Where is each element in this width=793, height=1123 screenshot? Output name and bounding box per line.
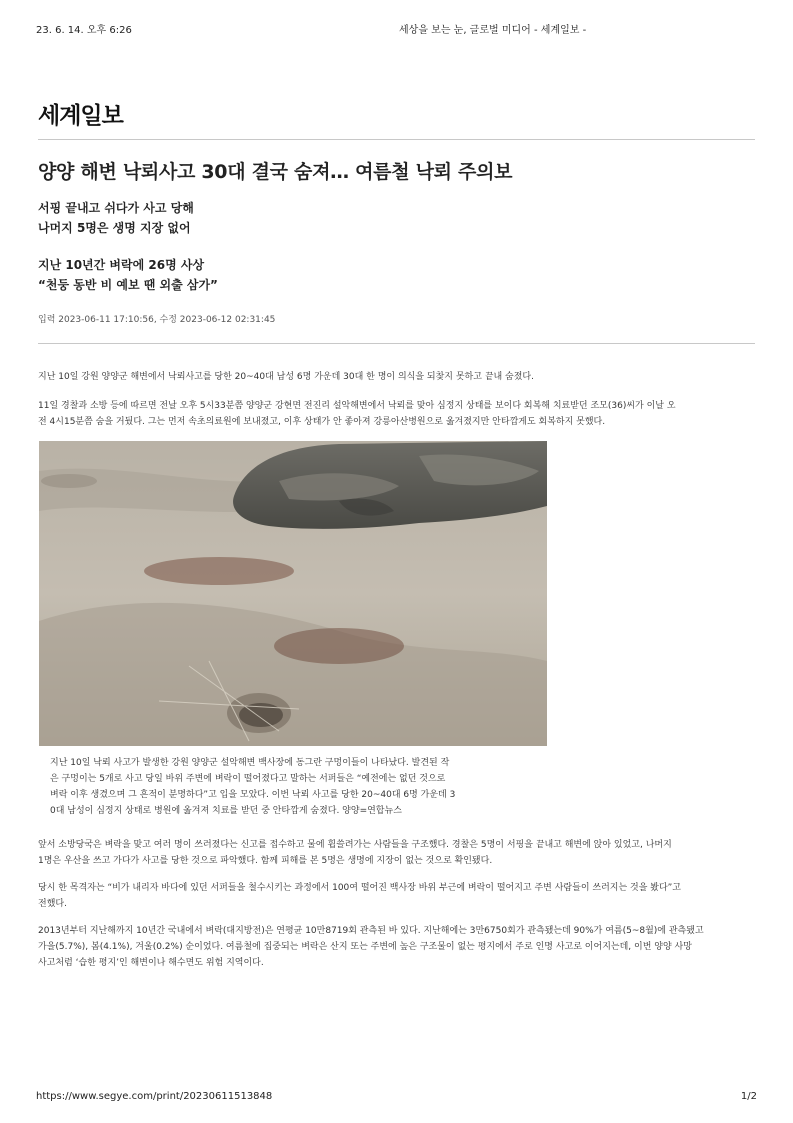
article-paragraph	[38, 837, 755, 869]
article-paragraph	[38, 923, 755, 971]
page-url[interactable]: https://www.segye.com/print/20230611513848	[36, 1091, 273, 1102]
divider	[38, 139, 755, 140]
subheadline: 지난 10년간 벼락에 26명 사상	[38, 258, 205, 272]
subheadline-group	[38, 198, 194, 238]
article-timestamp: 입력 2023-06-11 17:10:56, 수정 2023-06-12 02:31:45	[38, 315, 276, 325]
beach-photo-illustration	[39, 441, 547, 746]
photo-caption	[50, 755, 498, 819]
print-header	[36, 21, 757, 35]
paragraph-line: 11일 경찰과 소방 등에 따르면 전날 오후 5시33분쯤 양양군 강현면 전진리 설악해변에서 낙뢰를 맞아 심정지 상태를 보이다 회복해 치료받던 조모(36)씨가 이날 오	[38, 401, 676, 411]
paragraph-line: 가을(5.7%), 봄(4.1%), 겨울(0.2%) 순이었다. 여름철에 집중되는 벼락은 산지 또는 주변에 높은 구조물이 없는 평지에서 주로 인명 사고로 이어지는데, 이번 양양 사망	[38, 942, 692, 952]
subheadline: “천둥 동반 비 예보 땐 외출 삼가”	[38, 278, 218, 292]
paragraph-line: 앞서 소방당국은 벼락을 맞고 여러 명이 쓰러졌다는 신고를 접수하고 물에 휩쓸려가는 사람들을 구조했다. 경찰은 5명이 서핑을 끝내고 해변에 앉아 있었고, 나머지	[38, 840, 672, 850]
subheadline: 나머지 5명은 생명 지장 없어	[38, 221, 191, 235]
article-paragraph	[38, 369, 755, 385]
page-number: 1/2	[740, 1091, 757, 1102]
caption-line: 0대 남성이 심정지 상태로 병원에 옮겨져 치료를 받던 중 안타깝게 숨졌다. 양양=연합뉴스	[50, 806, 402, 816]
print-document-title: 세상을 보는 눈, 글로벌 미디어 - 세계일보 -	[399, 25, 587, 36]
paragraph-line: 전했다.	[38, 899, 67, 909]
caption-line: 벼락 이후 생겼으며 그 흔적이 분명하다”고 입을 모았다. 이번 낙뢰 사고를 당한 20~40대 6명 가운데 3	[50, 790, 456, 800]
paragraph-line: 1명은 우산을 쓰고 가다가 사고를 당한 것으로 파악했다. 함께 피해를 본 5명은 생명에 지장이 없는 것으로 확인됐다.	[38, 856, 493, 866]
subheadline-group	[38, 255, 218, 295]
paragraph-line: 사고처럼 ‘습한 평지’인 해변이나 해수면도 위험 지역이다.	[38, 958, 264, 968]
article-paragraph	[38, 880, 755, 912]
paragraph-line: 지난 10일 강원 양양군 해변에서 낙뢰사고를 당한 20~40대 남성 6명 가운데 30대 한 명이 의식을 되찾지 못하고 끝내 숨졌다.	[38, 372, 534, 382]
caption-line: 은 구멍이는 5개로 사고 당일 바위 주변에 벼락이 떨어졌다고 말하는 서퍼들은 “예전에는 없던 것으로	[50, 774, 446, 784]
article-photo	[39, 441, 547, 746]
subheadline: 서핑 끝내고 쉬다가 사고 당해	[38, 201, 194, 215]
caption-line: 지난 10일 낙뢰 사고가 발생한 강원 양양군 설악해변 백사장에 동그란 구멍이들이 나타났다. 발견된 작	[50, 758, 450, 768]
paragraph-line: 당시 한 목격자는 “비가 내리자 바다에 있던 서퍼들을 철수시키는 과정에서 100여 떨어진 백사장 바위 부근에 벼락이 떨어지고 주변 사람들이 쓰러지는 것을 봤다”고	[38, 883, 682, 893]
article-headline: 양양 해변 낙뢰사고 30대 결국 숨져… 여름철 낙뢰 주의보	[38, 161, 513, 183]
print-datetime: 23. 6. 14. 오후 6:26	[36, 25, 132, 36]
paragraph-line: 2013년부터 지난해까지 10년간 국내에서 벼락(대지방전)은 연평균 10만8719회 관측된 바 있다. 지난해에는 3만6750회가 관측됐는데 90%가 여름(5~8월)에 관측됐고	[38, 926, 704, 936]
divider	[38, 343, 755, 344]
paragraph-line: 전 4시15분쯤 숨을 거뒀다. 그는 먼저 속초의료원에 보내졌고, 이후 상태가 안 좋아져 강릉아산병원으로 옮겨졌지만 안타깝게도 회복하지 못했다.	[38, 417, 606, 427]
site-logo[interactable]: 세계일보	[38, 103, 123, 129]
article-paragraph	[38, 398, 755, 430]
